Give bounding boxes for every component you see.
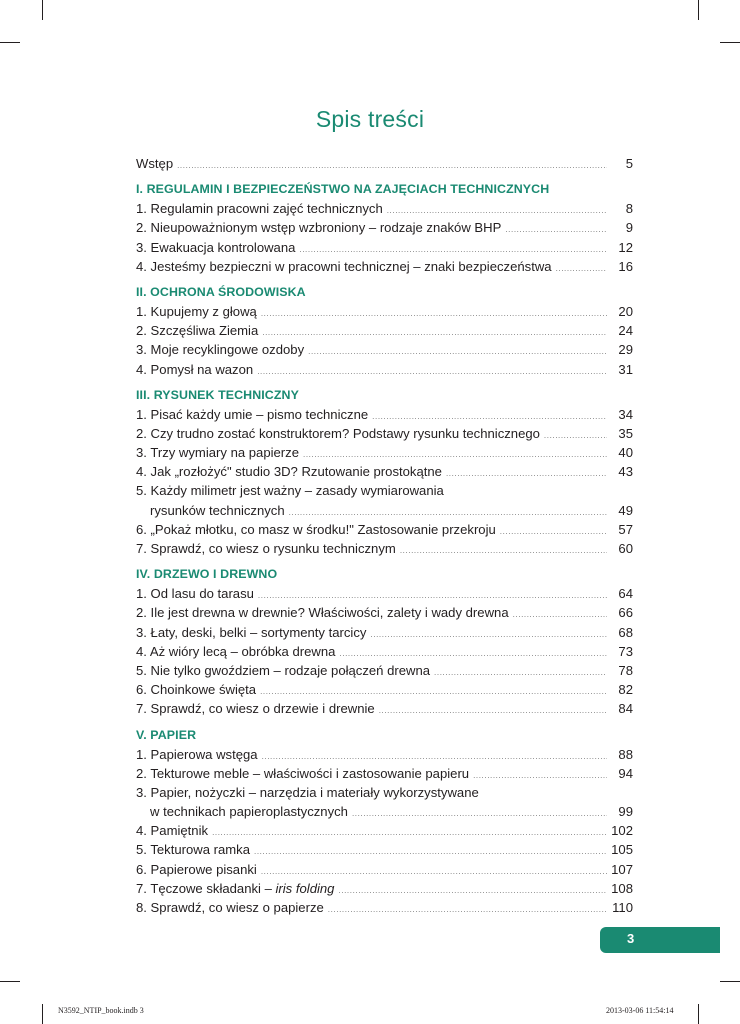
toc-entry <box>136 302 633 321</box>
dot-leader <box>500 522 607 541</box>
toc-entry-label-text: 3. Trzy wymiary na papierze <box>136 445 300 461</box>
toc-entry-label-continued: w technikach papieroplastycznych <box>150 804 348 820</box>
toc-entry-page: 88 <box>618 746 633 762</box>
toc-entry-label: Wstęp <box>136 156 174 171</box>
toc-entry-label-text: 1. Od lasu do tarasu <box>136 586 254 602</box>
dot-leader <box>177 156 607 175</box>
toc-sections <box>136 180 633 917</box>
toc-entry-label <box>136 462 442 481</box>
toc-entry-page: 108 <box>611 880 633 896</box>
toc-entry-label-emphasis: iris folding <box>275 880 335 896</box>
toc-entry-label <box>136 302 257 321</box>
dot-leader <box>328 900 607 919</box>
toc-entry <box>136 680 633 699</box>
toc-entry-page: 60 <box>618 541 633 556</box>
toc-entry <box>136 360 633 379</box>
toc-entry-page: 68 <box>618 624 633 640</box>
toc-entry-label <box>136 764 469 783</box>
toc-entry-page: 9 <box>625 220 633 236</box>
toc-entry-page: 66 <box>618 605 633 621</box>
dot-leader <box>379 701 607 720</box>
toc-entry-page: 99 <box>618 804 633 820</box>
toc-entry-page: 29 <box>618 342 633 358</box>
toc-entry-page: 78 <box>618 662 633 678</box>
toc-entry-label <box>136 840 250 859</box>
dot-leader <box>352 804 607 823</box>
toc-entry-label-text: 8. Sprawdź, co wiesz o papierze <box>136 900 324 915</box>
toc-entry-label <box>136 821 208 840</box>
toc-entry-label <box>136 680 256 699</box>
toc-entry-label-text: 1. Kupujemy z głową <box>136 303 257 319</box>
toc-entry-label-continued: rysunków technicznych <box>150 502 285 518</box>
toc-entry-label <box>136 745 258 764</box>
toc-entry-label-text: 2. Czy trudno zostać konstruktorem? Podstawy rysunku technicznego <box>136 425 540 441</box>
toc-entry <box>136 321 633 340</box>
toc-entry <box>136 584 633 603</box>
toc-entry-page: 94 <box>618 765 633 781</box>
toc-entry-label-text: 2. Tekturowe meble – właściwości i zastosowanie papieru <box>136 765 470 781</box>
toc-entry-page: 64 <box>618 586 633 602</box>
footer-file-name: N3592_NTIP_book.indb 3 <box>58 1006 144 1015</box>
toc-entry <box>136 218 633 237</box>
dot-leader <box>473 766 607 785</box>
toc-entry-label-text: 7. Tęczowe składanki – <box>136 880 276 896</box>
toc-entry-label <box>136 642 335 661</box>
crop-mark <box>698 0 699 20</box>
toc-entry-page: 105 <box>611 842 633 858</box>
toc-entry <box>136 699 633 718</box>
toc-entry-label-text: 2. Nieupoważnionym wstęp wzbroniony – rodzaje znaków BHP <box>136 220 502 236</box>
toc-entry-page: 84 <box>618 701 633 717</box>
dot-leader <box>400 541 607 560</box>
toc-entry-page: 82 <box>618 682 633 698</box>
dot-leader <box>261 304 607 323</box>
page-number: 3 <box>627 931 635 946</box>
toc-entry-page: 5 <box>625 156 633 171</box>
toc-entry-page: 16 <box>618 258 633 274</box>
toc-entry-label-text: 7. Sprawdź, co wiesz o rysunku technicznym <box>136 541 396 556</box>
crop-mark <box>698 1004 699 1024</box>
toc-entry-label <box>136 539 396 558</box>
toc-entry-label-text: 1. Papierowa wstęga <box>136 746 258 762</box>
toc-entry-page: 107 <box>611 861 633 877</box>
toc-entry-label-text: 1. Pisać każdy umie – pismo techniczne <box>136 406 369 422</box>
dot-leader <box>254 842 607 861</box>
toc-entry-page: 110 <box>612 900 633 915</box>
toc-entry-label-text: 3. Moje recyklingowe ozdoby <box>136 342 305 358</box>
crop-mark <box>0 42 20 43</box>
dot-leader <box>212 823 607 842</box>
dot-leader <box>446 464 607 483</box>
toc-entry-label-text: 1. Regulamin pracowni zajęć technicznych <box>136 201 383 217</box>
toc-entry-page: 31 <box>618 361 633 377</box>
toc-entry-label <box>136 199 383 218</box>
toc-entry-page: 57 <box>618 521 633 537</box>
toc-entry-label-text: 5. Tekturowa ramka <box>136 842 251 858</box>
toc-entry-label <box>136 603 509 622</box>
toc-entry-label <box>136 879 334 898</box>
toc-entry-label <box>136 860 257 879</box>
toc-entry-label <box>136 405 368 424</box>
toc-entry <box>136 879 633 898</box>
toc-entry <box>136 783 633 802</box>
toc-entry-label-text: 4. Aż wióry lecą – obróbka drewna <box>136 643 336 659</box>
toc-entry-label-text: 3. Ewakuacja kontrolowana <box>136 239 296 255</box>
toc-entry-page: 35 <box>618 425 633 441</box>
toc-entry-label <box>136 898 324 917</box>
section-heading: IV. DRZEWO I DREWNO <box>136 567 278 582</box>
toc-entry <box>136 257 633 276</box>
toc-entry <box>136 860 633 879</box>
toc-entry <box>136 199 633 218</box>
toc-entry-label <box>136 699 375 718</box>
toc-entry <box>136 238 633 257</box>
toc-entry-label-text: 4. Jak „rozłożyć" studio 3D? Rzutowanie prostokątne <box>136 464 442 480</box>
toc-entry-label <box>136 520 496 539</box>
toc-entry-label-text: 2. Ile jest drewna w drewnie? Właściwości, zalety i wady drewna <box>136 605 509 621</box>
toc-entry-label <box>136 340 304 359</box>
dot-leader <box>262 323 607 342</box>
toc-entry <box>136 642 633 661</box>
toc-entry <box>136 603 633 622</box>
dot-leader <box>513 605 607 624</box>
toc-entry-page: 49 <box>618 502 633 518</box>
toc-entry-page: 24 <box>618 323 633 339</box>
dot-leader <box>505 220 607 239</box>
toc-entry-label: 5. Każdy milimetr jest ważny – zasady wymiarowania <box>136 483 444 499</box>
toc-entry <box>136 623 633 642</box>
toc-entry-label-text: 5. Nie tylko gwoździem – rodzaje połączeń drewna <box>136 662 431 678</box>
toc-entry-label <box>136 424 540 443</box>
toc-entry <box>136 405 633 424</box>
toc-entry-label: 3. Papier, nożyczki – narzędzia i materiały wykorzystywane <box>136 784 479 800</box>
crop-mark <box>0 981 20 982</box>
dot-leader <box>556 259 607 278</box>
toc-entry-page: 40 <box>618 445 633 461</box>
page-title: Spis treści <box>315 106 425 132</box>
toc-entry-label-text: 6. „Pokaż młotku, co masz w środku!" Zastosowanie przekroju <box>136 521 496 537</box>
toc-entry-label <box>136 238 295 257</box>
toc-entry-page: 43 <box>618 464 633 480</box>
toc-entry <box>136 539 633 558</box>
toc-entry-label <box>136 360 253 379</box>
toc-entry-label <box>136 584 254 603</box>
toc-entry-label-text: 6. Papierowe pisanki <box>136 861 257 877</box>
toc-entry-page: 102 <box>611 823 633 839</box>
dot-leader <box>338 881 607 900</box>
toc-entry <box>136 764 633 783</box>
toc-entry-page: 20 <box>618 303 633 319</box>
toc-entry-intro <box>136 154 633 173</box>
toc-entry-page: 73 <box>618 643 633 659</box>
toc-entry-label-text: 3. Łaty, deski, belki – sortymenty tarcicy <box>136 624 367 640</box>
dot-leader <box>370 625 607 644</box>
toc-entry <box>136 424 633 443</box>
toc-entry-page: 12 <box>618 239 633 255</box>
crop-mark <box>42 0 43 20</box>
toc-entry <box>136 481 633 500</box>
dot-leader <box>434 663 607 682</box>
toc-entry-label-text: 6. Choinkowe święta <box>136 682 257 698</box>
toc-entry <box>136 443 633 462</box>
toc-entry-label-text: 7. Sprawdź, co wiesz o drzewie i drewnie <box>136 701 375 717</box>
toc-entry-label-text: 2. Szczęśliwa Ziemia <box>136 323 259 339</box>
toc-entry-label <box>136 661 430 680</box>
toc-entry <box>136 340 633 359</box>
toc-entry <box>136 802 633 821</box>
toc-entry-label-text: 4. Jesteśmy bezpieczni w pracowni technicznej – znaki bezpieczeństwa <box>136 258 552 274</box>
toc-entry <box>136 462 633 481</box>
toc-entry-label <box>136 623 366 642</box>
toc-entry-page: 34 <box>618 406 633 422</box>
toc-entry <box>136 821 633 840</box>
footer-timestamp: 2013-03-06 11:54:14 <box>606 1006 674 1015</box>
section-heading: V. PAPIER <box>136 727 197 742</box>
toc-entry-label <box>136 321 258 340</box>
page-number-tab <box>600 927 720 953</box>
crop-mark <box>720 42 740 43</box>
toc-entry <box>136 501 633 520</box>
toc-entry-label <box>136 218 501 237</box>
toc-entry-page: 8 <box>625 201 633 217</box>
crop-mark <box>720 981 740 982</box>
toc-entry <box>136 520 633 539</box>
dot-leader <box>257 362 607 381</box>
toc-entry <box>136 745 633 764</box>
toc-entry-label-text: 4. Pamiętnik <box>136 823 209 839</box>
toc-entry-label <box>136 257 552 276</box>
toc-entry <box>136 661 633 680</box>
section-heading: II. OCHRONA ŚRODOWISKA <box>136 284 306 299</box>
toc-entry-label-text: 4. Pomysł na wazon <box>136 361 254 377</box>
crop-mark <box>42 1004 43 1024</box>
section-heading: III. RYSUNEK TECHNICZNY <box>136 387 299 402</box>
dot-leader <box>308 342 607 361</box>
toc-entry <box>136 840 633 859</box>
table-of-contents <box>136 154 633 917</box>
dot-leader <box>544 426 607 445</box>
toc-entry <box>136 898 633 917</box>
section-heading: I. REGULAMIN I BEZPIECZEŃSTWO NA ZAJĘCIACH TECHNICZNYCH <box>136 182 550 197</box>
toc-entry-label <box>136 443 299 462</box>
